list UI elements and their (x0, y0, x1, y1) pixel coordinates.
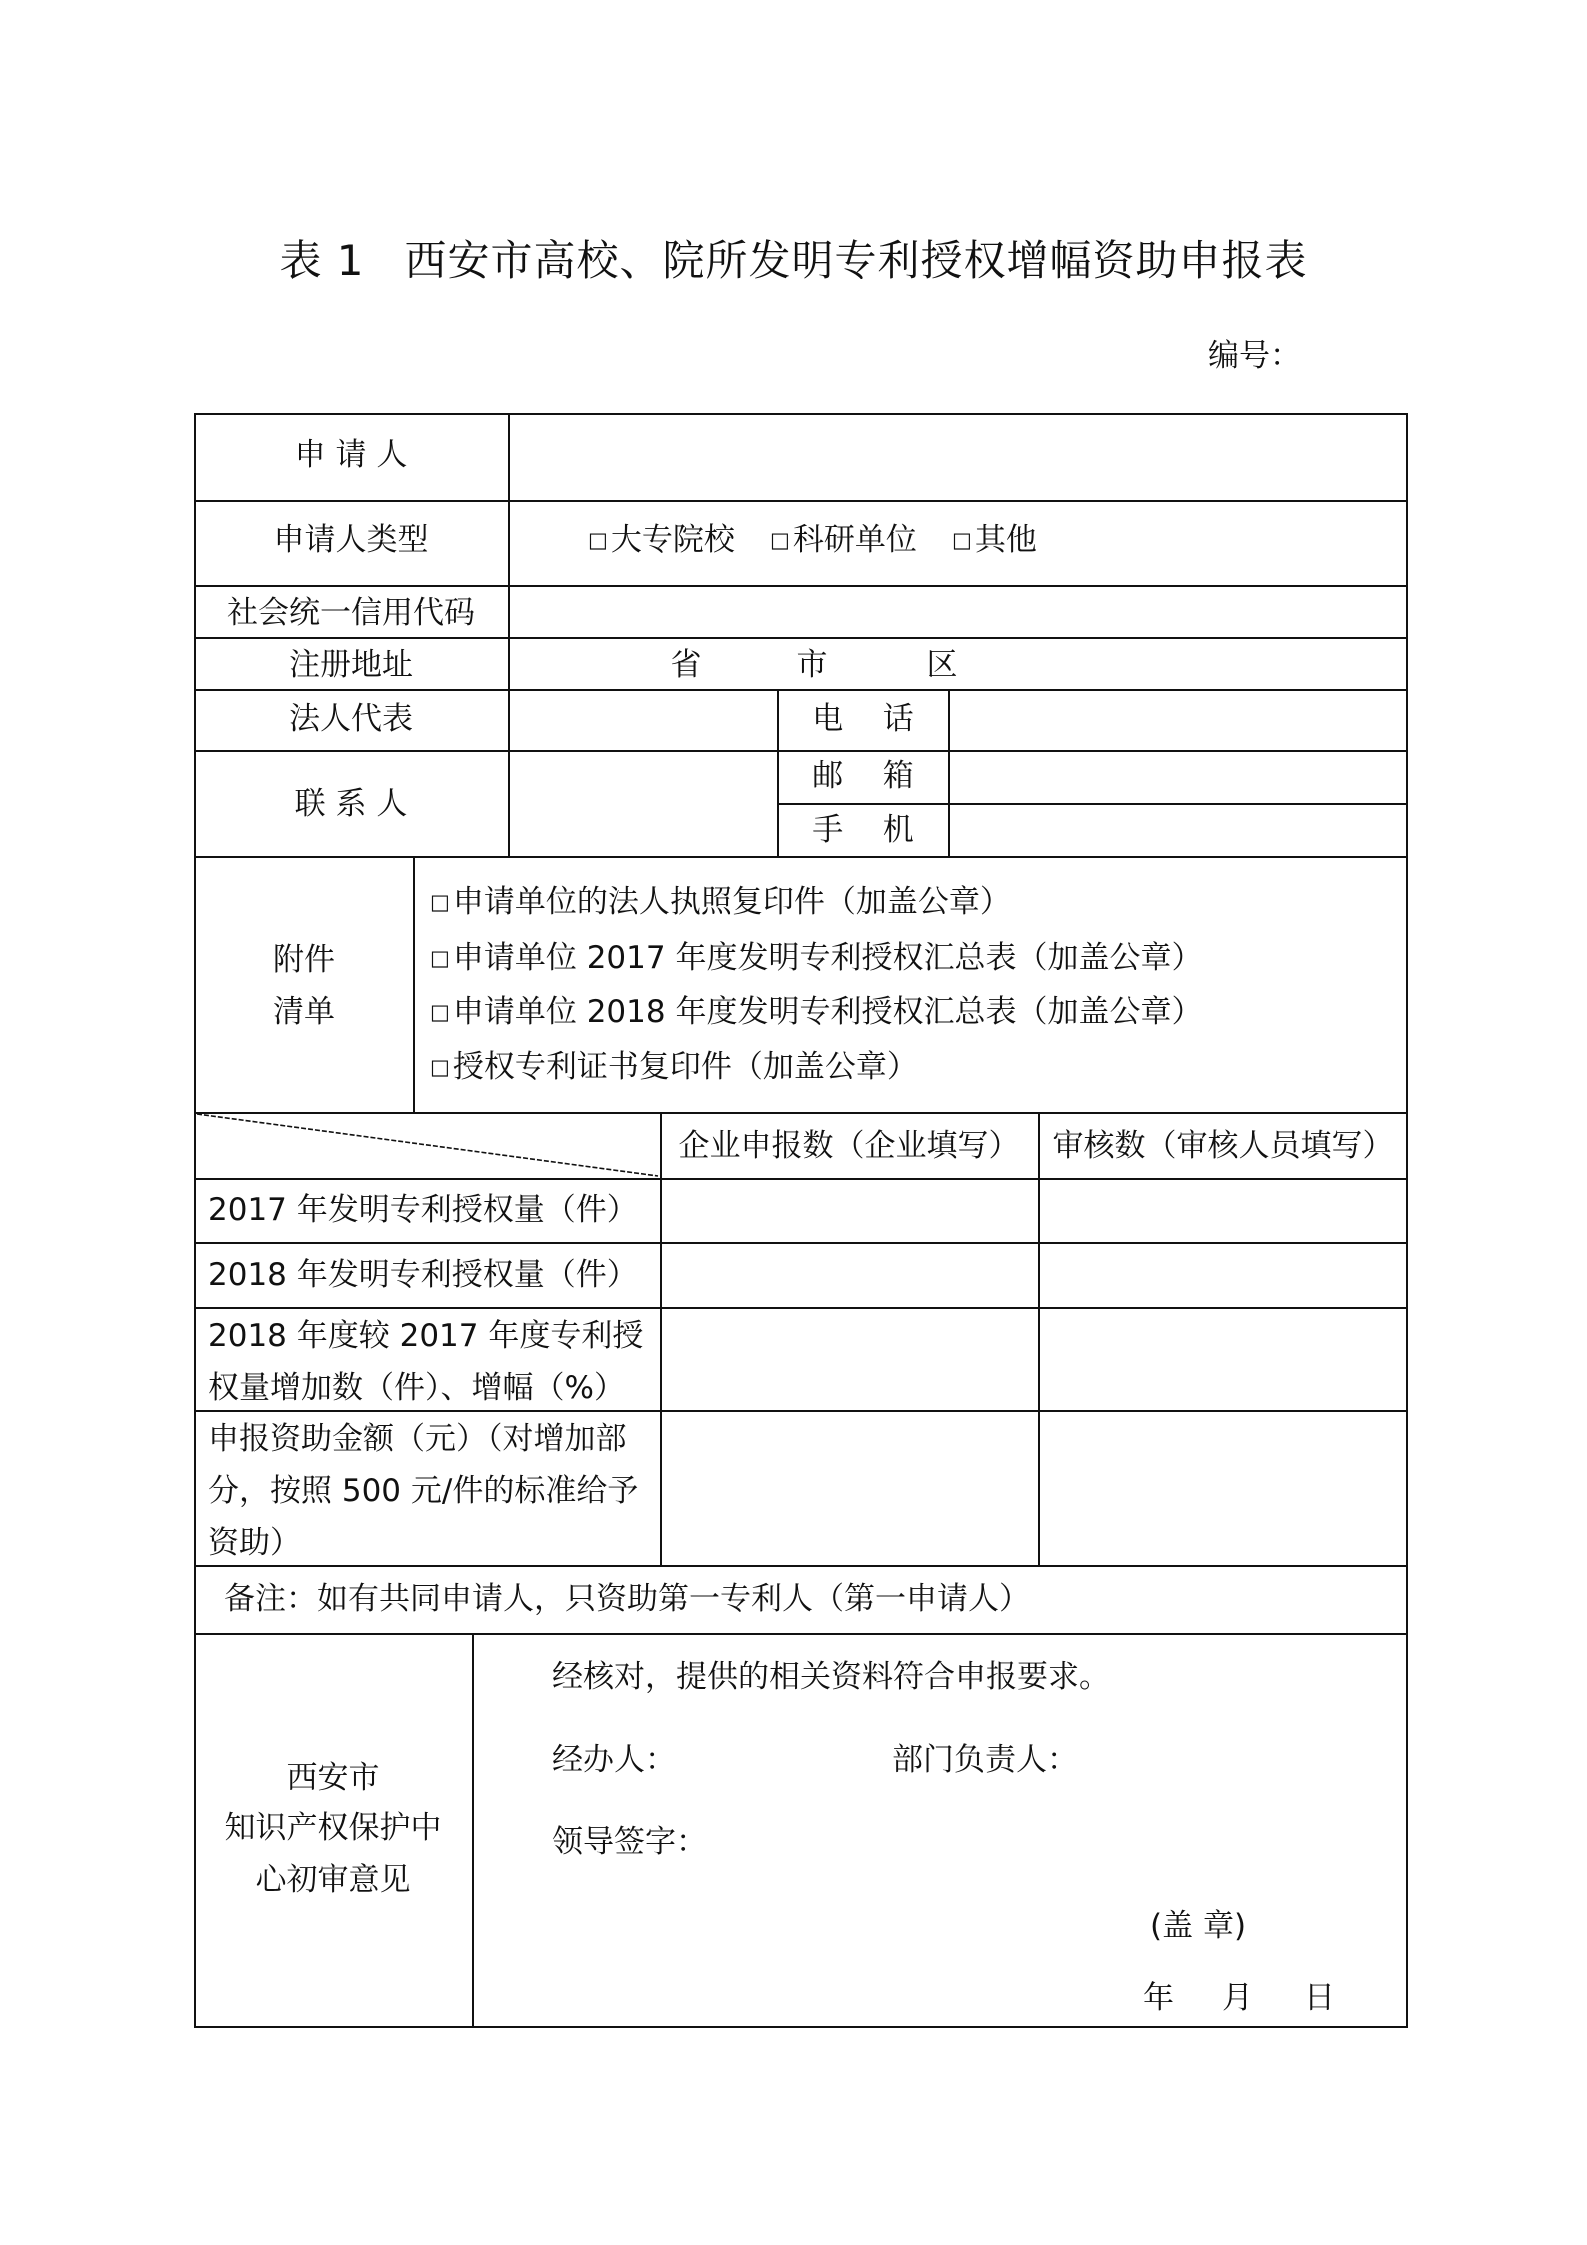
contact-field[interactable] (512, 754, 775, 854)
phone-label: 电 话 (812, 701, 914, 737)
column-header-enterprise: 企业申报数（企业填写） (678, 1128, 1020, 1164)
date-month: 月 (1222, 1980, 1253, 2016)
column-divider (508, 413, 510, 856)
audit-2017-field[interactable] (1042, 1182, 1404, 1240)
attachment-item[interactable]: □申请单位 2018 年度发明专利授权汇总表（加盖公章） (430, 994, 1203, 1030)
row-divider (194, 1178, 1408, 1180)
row-divider (194, 689, 1408, 691)
enterprise-2018-field[interactable] (664, 1246, 1036, 1305)
applicant-field[interactable] (512, 417, 1404, 498)
audit-2018-field[interactable] (1042, 1246, 1404, 1305)
checkbox-icon: □ (430, 1055, 450, 1079)
review-label-line2: 知识产权保护中 (224, 1810, 442, 1846)
enterprise-amount-field[interactable] (664, 1414, 1036, 1563)
checkbox-icon: □ (588, 528, 608, 552)
row-divider (194, 637, 1408, 639)
phone-field[interactable] (952, 693, 1404, 748)
column-divider (777, 689, 779, 856)
column-divider (660, 1112, 662, 1565)
review-label-line3: 心初审意见 (255, 1862, 411, 1898)
email-label: 邮 箱 (812, 758, 914, 794)
applicant-type-label: 申请人类型 (273, 522, 429, 558)
applicant-label: 申 请 人 (294, 437, 408, 473)
row-divider (194, 750, 1408, 752)
checkbox-label: 其他 (974, 522, 1037, 558)
mobile-label: 手 机 (812, 812, 914, 848)
row-divider (194, 856, 1408, 858)
checkbox-label: 科研单位 (792, 522, 917, 558)
attachments-label-line1: 附件 (273, 942, 335, 978)
seal-label: (盖 章) (1150, 1908, 1247, 1944)
row-divider (194, 500, 1408, 502)
contact-label: 联 系 人 (294, 786, 408, 822)
attachment-item[interactable]: □申请单位的法人执照复印件（加盖公章） (430, 884, 1011, 920)
stats-row-label: 2018 年发明专利授权量（件） (208, 1257, 638, 1293)
review-statement: 经核对，提供的相关资料符合申报要求。 (552, 1659, 1110, 1695)
credit-code-label: 社会统一信用代码 (227, 595, 475, 631)
checkbox-other[interactable] (952, 522, 1037, 559)
column-divider (948, 689, 950, 856)
stats-row-label: 2018 年度较 2017 年度专利授权量增加数（件）、增幅（%） (208, 1318, 644, 1406)
row-divider (777, 803, 1408, 805)
checkbox-university[interactable] (588, 522, 735, 559)
leader-signature-label: 领导签字： (552, 1824, 707, 1860)
checkbox-research-unit[interactable] (770, 522, 917, 559)
legal-rep-field[interactable] (512, 693, 775, 748)
enterprise-increase-field[interactable] (664, 1311, 1036, 1408)
checkbox-icon: □ (430, 946, 450, 970)
column-header-audit: 审核数（审核人员填写） (1052, 1128, 1394, 1164)
checkbox-icon: □ (430, 1000, 450, 1024)
credit-code-field[interactable] (512, 589, 1404, 635)
row-divider (194, 1242, 1408, 1244)
audit-increase-field[interactable] (1042, 1311, 1404, 1408)
checkbox-icon: □ (952, 528, 972, 552)
table-number: 表 1 (279, 236, 365, 285)
address-label: 注册地址 (289, 647, 413, 683)
legal-rep-label: 法人代表 (289, 701, 413, 737)
row-divider (194, 585, 1408, 587)
row-divider (194, 1307, 1408, 1309)
checkbox-label: 大专院校 (610, 522, 735, 558)
form-title: 西安市高校、院所发明专利授权增幅资助申报表 (404, 236, 1308, 285)
attachment-item[interactable]: □申请单位 2017 年度发明专利授权汇总表（加盖公章） (430, 940, 1203, 976)
serial-number-label: 编号： (1208, 338, 1301, 374)
date-year: 年 (1143, 1980, 1174, 2016)
mobile-field[interactable] (952, 807, 1404, 854)
row-divider (194, 1633, 1408, 1635)
address-province: 省 (670, 647, 702, 683)
enterprise-2017-field[interactable] (664, 1182, 1036, 1240)
column-divider (472, 1633, 474, 2028)
dept-head-label: 部门负责人： (892, 1742, 1078, 1778)
review-label-line1: 西安市 (286, 1760, 380, 1796)
stats-row-label: 申报资助金额（元）（对增加部分，按照 500 元/件的标准给予资助） (208, 1421, 639, 1561)
attachments-label-line2: 清单 (273, 994, 335, 1030)
address-city: 市 (796, 647, 828, 683)
attachment-item[interactable]: □授权专利证书复印件（加盖公章） (430, 1049, 918, 1085)
handler-label: 经办人： (552, 1742, 676, 1778)
checkbox-icon: □ (770, 528, 790, 552)
email-field[interactable] (952, 754, 1404, 801)
stats-row-label: 2017 年发明专利授权量（件） (208, 1192, 638, 1228)
column-divider (1038, 1112, 1040, 1565)
address-district: 区 (926, 647, 958, 683)
column-divider (413, 856, 415, 1112)
audit-amount-field[interactable] (1042, 1414, 1404, 1563)
date-day: 日 (1304, 1980, 1335, 2016)
remark-text: 备注：如有共同申请人，只资助第一专利人（第一申请人） (224, 1581, 1030, 1617)
diagonal-header-line (195, 1112, 660, 1178)
page-title (0, 228, 1587, 288)
checkbox-icon: □ (430, 890, 450, 914)
